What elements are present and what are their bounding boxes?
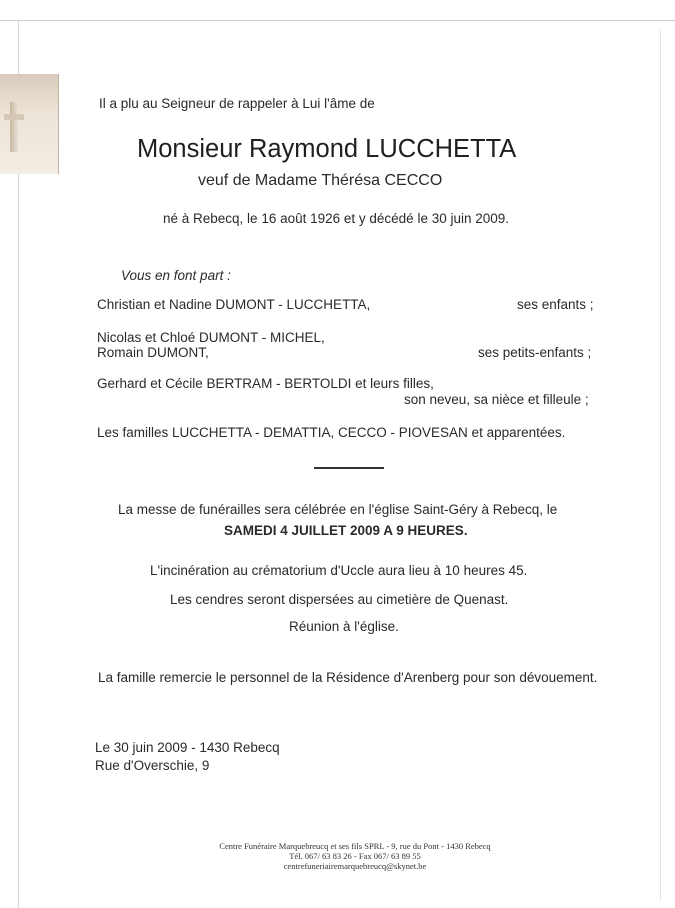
cremation-text: L'incinération au crématorium d'Uccle aura lieu à 10 heures 45. <box>150 563 528 578</box>
widower-of: veuf de Madame Thérésa CECCO <box>198 172 443 189</box>
announce-heading: Vous en font part : <box>121 268 231 283</box>
mass-text: La messe de funérailles sera célébrée en l'église Saint-Géry à Rebecq, le <box>118 502 558 517</box>
signature-date-place: Le 30 juin 2009 - 1430 Rebecq <box>95 740 280 755</box>
thanks-text: La famille remercie le personnel de la Résidence d'Arenberg pour son dévouement. <box>98 670 598 685</box>
relative-names: Romain DUMONT, <box>97 345 209 360</box>
relative-names: Nicolas et Chloé DUMONT - MICHEL, <box>97 330 325 345</box>
footer-email: centrefuneriairemarquebreucq@skynet.be <box>283 861 427 871</box>
footer-line: Centre Funéraire Marquebreucq et ses fils SPRL - 9, rue du Pont - 1430 Rebecq <box>219 841 491 851</box>
intro-text: Il a plu au Seigneur de rappeler à Lui l'âme de <box>99 96 375 111</box>
cross-image <box>10 102 18 152</box>
birth-death-line: né à Rebecq, le 16 août 1926 et y décédé le 30 juin 2009. <box>163 211 510 226</box>
reunion-text: Réunion à l'église. <box>289 619 399 634</box>
families-line: Les familles LUCCHETTA - DEMATTIA, CECCO - PIOVESAN et apparentées. <box>97 425 566 440</box>
cross-bar-image <box>4 114 24 120</box>
page-top-edge <box>0 20 675 21</box>
footer-line: Tél. 067/ 63 83 26 - Fax 067/ 63 89 55 <box>289 851 421 861</box>
ashes-text: Les cendres seront dispersées au cimetière de Quenast. <box>170 592 509 607</box>
funeral-home-footer <box>120 841 590 871</box>
deceased-name: Monsieur Raymond LUCCHETTA <box>137 135 517 163</box>
signature-address: Rue d'Overschie, 9 <box>95 758 210 773</box>
relative-names: Gerhard et Cécile BERTRAM - BERTOLDI et leurs filles, <box>97 376 434 391</box>
relative-relation: son neveu, sa nièce et filleule ; <box>404 392 589 407</box>
photo-thumbnail <box>0 74 59 174</box>
page-right-edge <box>660 30 661 900</box>
relative-relation: ses petits-enfants ; <box>478 345 592 360</box>
relative-relation: ses enfants ; <box>517 297 594 312</box>
relative-names: Christian et Nadine DUMONT - LUCCHETTA, <box>97 297 371 312</box>
divider <box>314 467 384 469</box>
ceremony-date: SAMEDI 4 JUILLET 2009 A 9 HEURES. <box>224 523 468 538</box>
